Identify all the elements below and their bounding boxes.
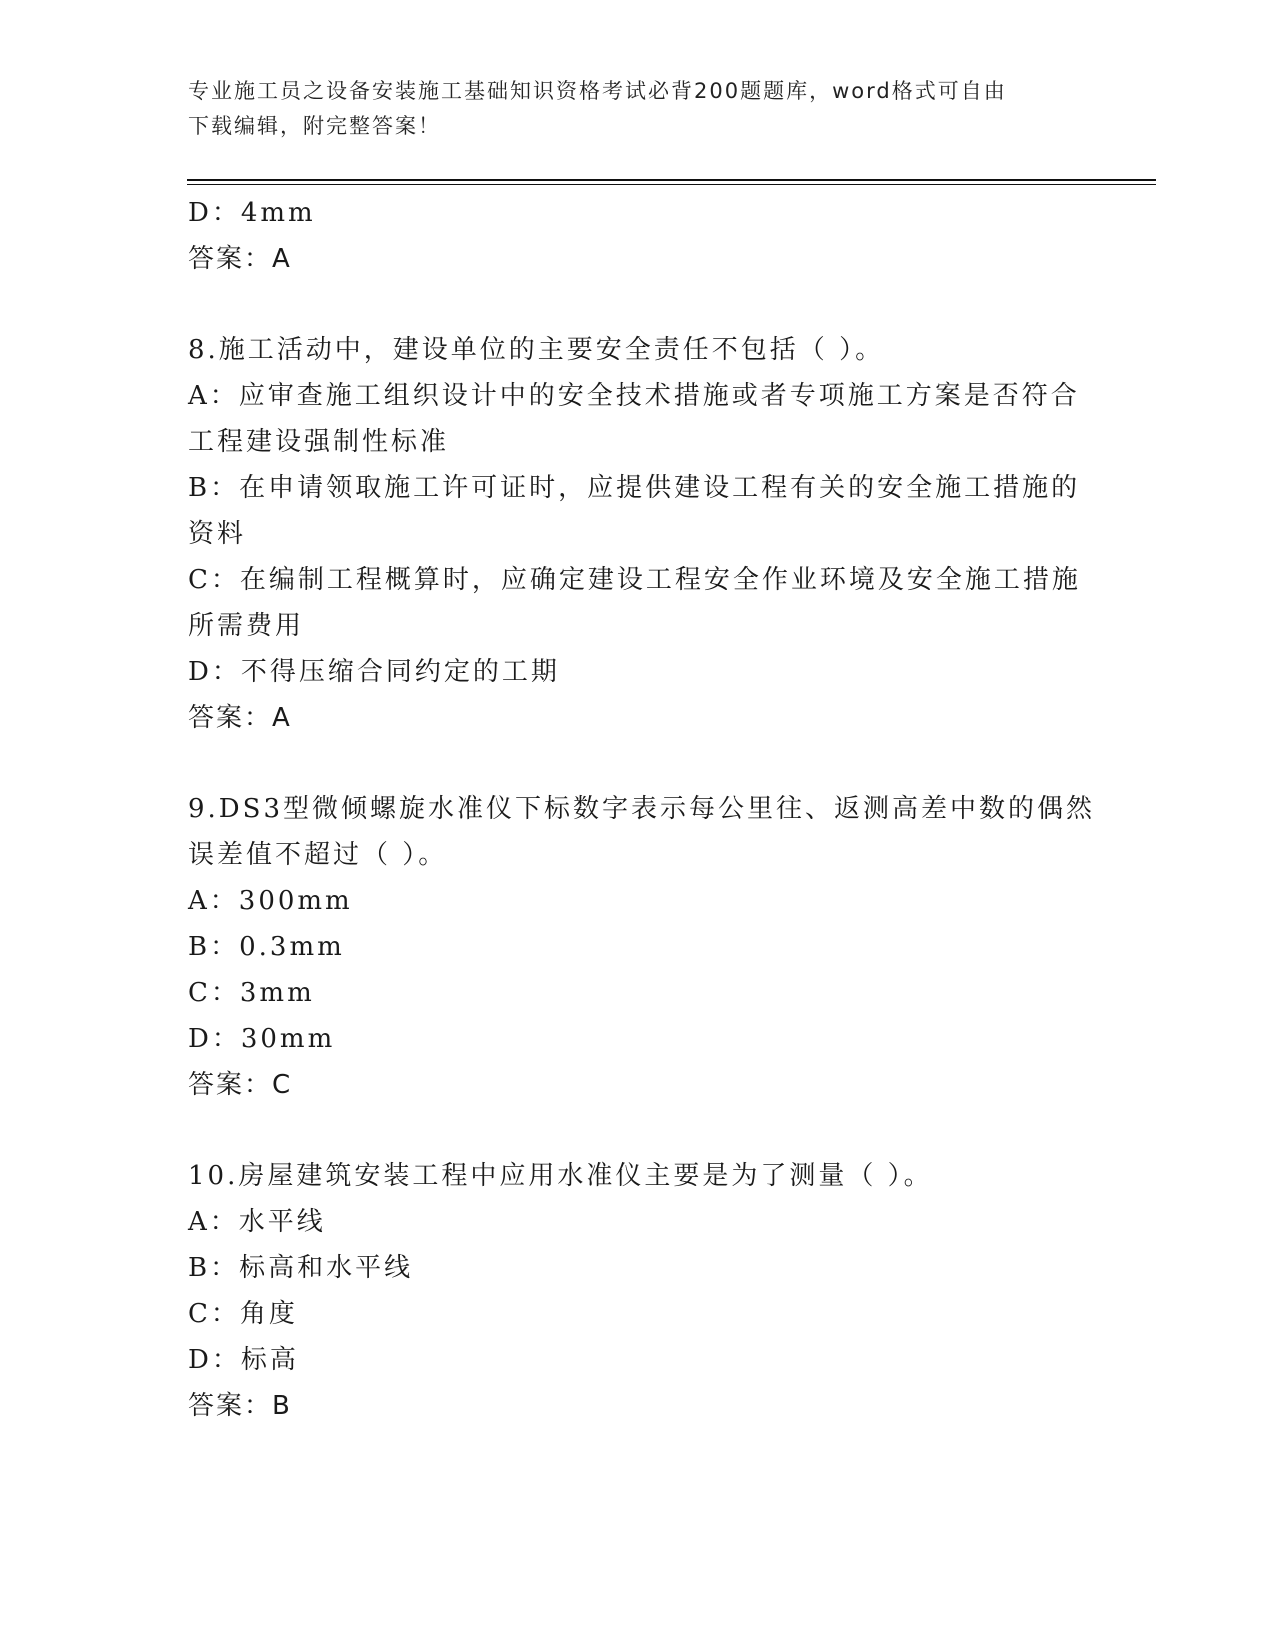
- question-7-tail: [188, 190, 1088, 282]
- option-a: A：水平线: [188, 1207, 326, 1237]
- option-d: D：标高: [188, 1345, 299, 1375]
- question-stem-line-1: 9.DS3型微倾螺旋水准仪下标数字表示每公里往、返测高差中数的偶然: [188, 794, 1096, 824]
- option-b-line-2: 资料: [188, 519, 247, 549]
- document-header: [188, 74, 1088, 144]
- header-rule-thick: [187, 179, 1156, 181]
- option-c: C：3mm: [188, 978, 315, 1008]
- question-10: [188, 1153, 1088, 1429]
- option-d: D：4mm: [188, 198, 316, 228]
- answer: 答案：A: [188, 703, 292, 733]
- option-b: B：标高和水平线: [188, 1253, 414, 1283]
- spacer: [188, 1108, 1088, 1153]
- header-line-1: 专业施工员之设备安装施工基础知识资格考试必背200题题库，word格式可自由: [188, 79, 1007, 103]
- question-8: [188, 327, 1088, 741]
- option-c-line-1: C：在编制工程概算时，应确定建设工程安全作业环境及安全施工措施: [188, 565, 1081, 595]
- option-a: A：300mm: [188, 886, 353, 916]
- option-d: D：不得压缩合同约定的工期: [188, 657, 560, 687]
- option-d: D：30mm: [188, 1024, 336, 1054]
- question-list: [188, 190, 1096, 1429]
- header-line-2: 下载编辑，附完整答案！: [188, 114, 441, 138]
- option-c-line-2: 所需费用: [188, 611, 305, 641]
- answer: 答案：A: [188, 244, 292, 274]
- option-b: B：0.3mm: [188, 932, 345, 962]
- option-b-line-1: B：在申请领取施工许可证时，应提供建设工程有关的安全施工措施的: [188, 473, 1081, 503]
- answer: 答案：C: [188, 1070, 293, 1100]
- question-stem: 10.房屋建筑安装工程中应用水准仪主要是为了测量（ ）。: [188, 1161, 933, 1191]
- option-a-line-2: 工程建设强制性标准: [188, 427, 450, 457]
- question-stem: 8.施工活动中，建设单位的主要安全责任不包括（ ）。: [188, 335, 885, 365]
- header-rule-thin: [187, 184, 1156, 185]
- spacer: [188, 741, 1088, 786]
- question-9: [188, 786, 1096, 1108]
- spacer: [188, 282, 1088, 327]
- question-stem-line-2: 误差值不超过（ ）。: [188, 840, 448, 870]
- answer: 答案：B: [188, 1391, 292, 1421]
- option-c: C：角度: [188, 1299, 298, 1329]
- option-a-line-1: A：应审查施工组织设计中的安全技术措施或者专项施工方案是否符合: [188, 381, 1080, 411]
